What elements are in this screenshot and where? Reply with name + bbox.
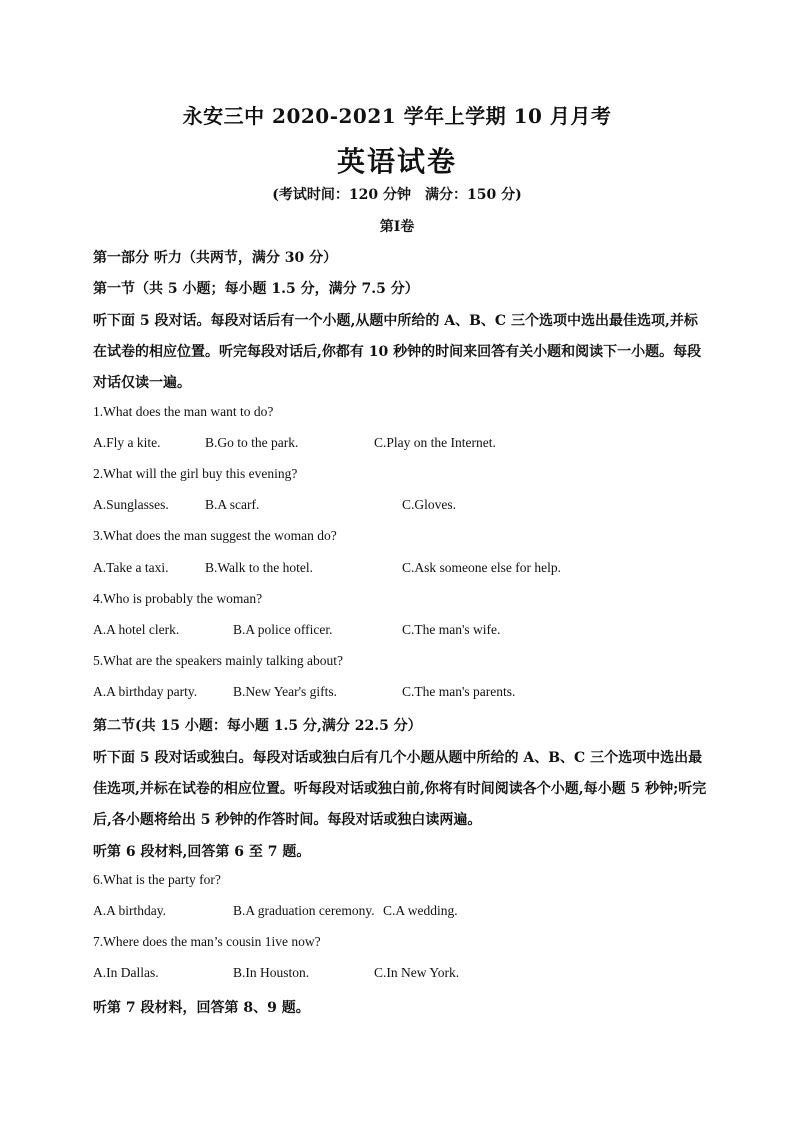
section2-instruction-line: 听下面 5 段对话或独白。每段对话或独白后有几个小题从题中所给的 A、B、C 三个选项中选出最 xyxy=(93,750,703,766)
volume-label: 第Ⅰ卷 xyxy=(379,219,415,235)
q7-option-b: B.In Houston. xyxy=(233,965,310,980)
q2-option-a: A.Sunglasses. xyxy=(93,497,169,512)
part1-heading: 第一部分 听力（共两节，满分 30 分） xyxy=(93,250,338,266)
exam-meta: (考试时间：120 分钟 满分：150 分) xyxy=(272,187,522,203)
question-3: 3.What does the man suggest the woman do? xyxy=(93,528,337,543)
question-7: 7.Where does the man’s cousin 1ive now? xyxy=(93,934,321,949)
q1-option-a: A.Fly a kite. xyxy=(93,435,161,450)
q5-option-b: B.New Year's gifts. xyxy=(233,684,338,699)
q7-option-a: A.In Dallas. xyxy=(93,965,159,980)
q3-option-b: B.Walk to the hotel. xyxy=(205,560,314,575)
section1-heading: 第一节（共 5 小题；每小题 1.5 分，满分 7.5 分） xyxy=(93,281,419,297)
q3-option-a: A.Take a taxi. xyxy=(93,560,169,575)
q6-option-b: B.A graduation ceremony. xyxy=(233,903,375,918)
section2-instruction-line: 佳选项,并标在试卷的相应位置。听每段对话或独白前,你将有时间阅读各个小题,每小题 5 秒钟;听完 xyxy=(93,781,707,797)
q4-option-b: B.A police officer. xyxy=(233,622,333,637)
q1-option-b: B.Go to the park. xyxy=(205,435,299,450)
q2-option-c: C.Gloves. xyxy=(402,497,456,512)
question-1: 1.What does the man want to do? xyxy=(93,404,274,419)
section1-instruction-line: 听下面 5 段对话。每段对话后有一个小题,从题中所给的 A、B、C 三个选项中选出最佳选项,并标 xyxy=(93,313,698,329)
question-4: 4.Who is probably the woman? xyxy=(93,591,263,606)
q5-option-c: C.The man's parents. xyxy=(402,684,516,699)
question-6: 6.What is the party for? xyxy=(93,872,221,887)
subject-title: 英语试卷 xyxy=(336,145,457,178)
q4-option-a: A.A hotel clerk. xyxy=(93,622,180,637)
q3-option-c: C.Ask someone else for help. xyxy=(402,560,561,575)
q6-option-c: C.A wedding. xyxy=(383,903,458,918)
q7-option-c: C.In New York. xyxy=(374,965,460,980)
section2-instruction-line: 后,各小题将给出 5 秒钟的作答时间。每段对话或独白读两遍。 xyxy=(93,812,482,828)
q6-option-a: A.A birthday. xyxy=(93,903,166,918)
material-7-heading: 听第 7 段材料，回答第 8、9 题。 xyxy=(93,1000,310,1016)
exam-title: 永安三中 2020-2021 学年上学期 10 月月考 xyxy=(182,104,612,128)
section1-instruction-line: 在试卷的相应位置。听完每段对话后,你都有 10 秒钟的时间来回答有关小题和阅读下一小题。每段 xyxy=(93,344,702,360)
q1-option-c: C.Play on the Internet. xyxy=(374,435,496,450)
q2-option-b: B.A scarf. xyxy=(205,497,260,512)
q4-option-c: C.The man's wife. xyxy=(402,622,501,637)
question-2: 2.What will the girl buy this evening? xyxy=(93,466,298,481)
question-5: 5.What are the speakers mainly talking about? xyxy=(93,653,344,668)
section1-instruction-line: 对话仅读一遍。 xyxy=(93,375,191,391)
material-6-heading: 听第 6 段材料,回答第 6 至 7 题。 xyxy=(93,844,311,860)
section2-heading: 第二节(共 15 小题：每小题 1.5 分,满分 22.5 分） xyxy=(93,718,422,734)
q5-option-a: A.A birthday party. xyxy=(93,684,198,699)
